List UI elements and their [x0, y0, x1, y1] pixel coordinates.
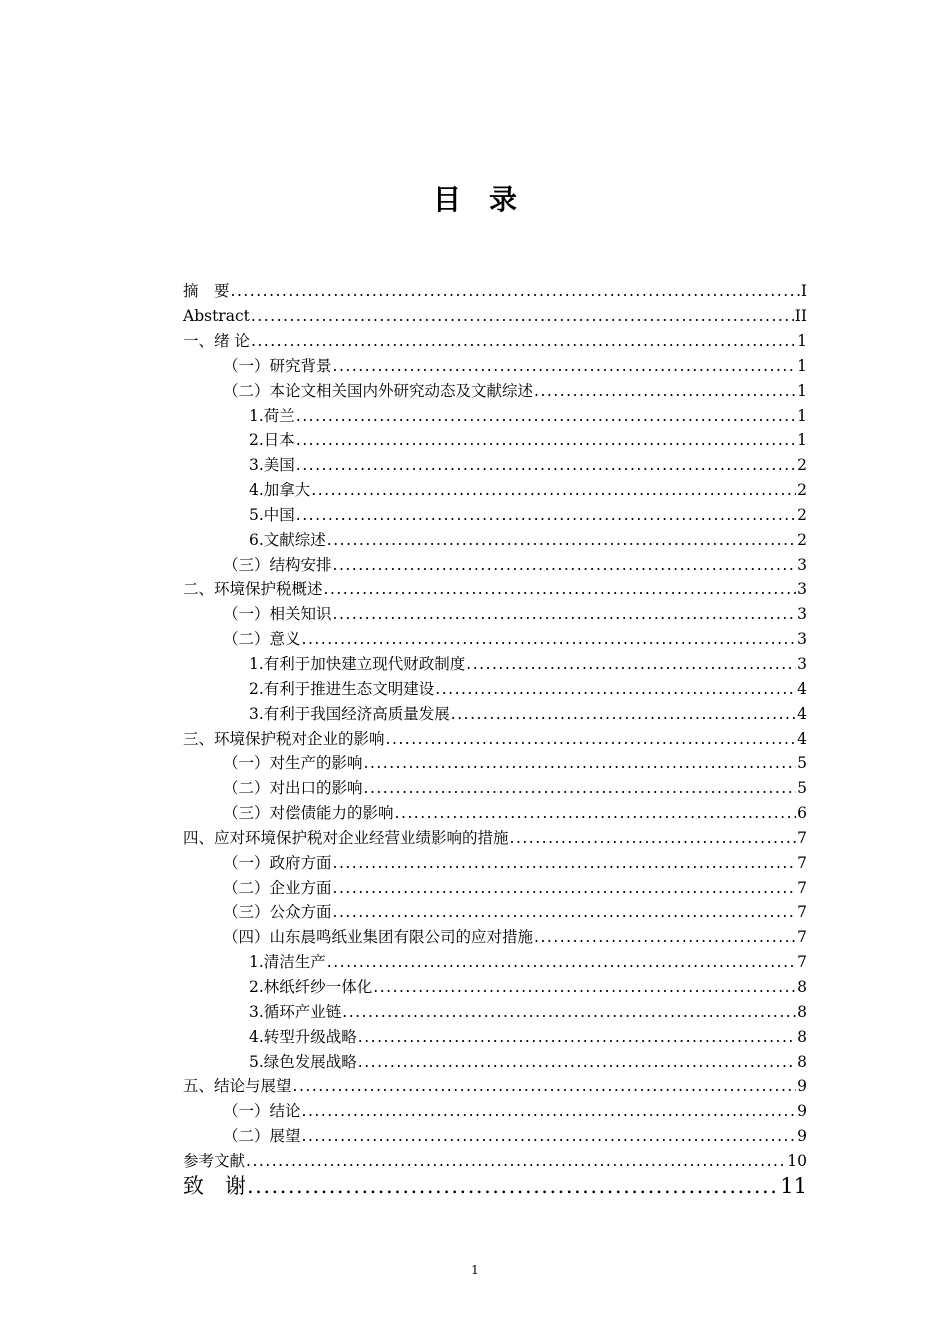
toc-entry-label: 2.日本 — [249, 431, 295, 450]
toc-entry-label: 五、结论与展望 — [183, 1077, 292, 1096]
toc-leader-dots — [296, 409, 796, 425]
toc-entry-label: 四、应对环境保护税对企业经营业绩影响的措施 — [183, 828, 509, 847]
toc-entry[interactable] — [183, 772, 807, 797]
toc-leader-dots — [534, 930, 796, 946]
toc-entry[interactable] — [183, 1095, 807, 1120]
toc-leader-dots — [251, 309, 794, 325]
toc-entry-page: 1 — [797, 431, 807, 450]
toc-entry[interactable] — [183, 598, 807, 623]
toc-entry[interactable] — [183, 300, 807, 325]
toc-leader-dots — [302, 632, 797, 648]
toc-entry[interactable] — [183, 673, 807, 698]
toc-entry[interactable] — [183, 1169, 807, 1197]
toc-leader-dots — [333, 607, 797, 623]
toc-entry-label: 3.循环产业链 — [249, 1002, 342, 1021]
toc-entry-label: （一）相关知识 — [223, 605, 332, 624]
toc-entry-page: 6 — [797, 804, 807, 823]
toc-entry-label: （三）对偿债能力的影响 — [223, 804, 394, 823]
toc-leader-dots — [435, 682, 796, 698]
toc-entry-page: 7 — [797, 953, 807, 972]
toc-entry-label: 1.荷兰 — [249, 406, 295, 425]
toc-entry[interactable] — [183, 946, 807, 971]
toc-entry-label: （三）公众方面 — [223, 903, 332, 922]
toc-entry-label: 6.文献综述 — [249, 530, 326, 549]
toc-entry-page: 2 — [797, 456, 807, 475]
toc-leader-dots — [231, 284, 800, 300]
toc-entry[interactable] — [183, 747, 807, 772]
toc-entry-page: 2 — [797, 481, 807, 500]
toc-entry-page: 1 — [797, 332, 807, 351]
toc-leader-dots — [333, 558, 797, 574]
toc-leader-dots — [451, 707, 796, 723]
toc-entry[interactable] — [183, 921, 807, 946]
toc-entry-label: 2.林纸纤纱一体化 — [249, 977, 373, 996]
toc-entry-page: 4 — [797, 729, 807, 748]
toc-leader-dots — [324, 582, 797, 598]
toc-entry-page: 9 — [797, 1077, 807, 1096]
toc-entry[interactable] — [183, 971, 807, 996]
toc-entry[interactable] — [183, 374, 807, 399]
toc-entry-page: 7 — [797, 828, 807, 847]
toc-entry[interactable] — [183, 275, 807, 300]
toc-leader-dots — [358, 1055, 796, 1071]
toc-leader-dots — [251, 334, 796, 350]
toc-entry[interactable] — [183, 523, 807, 548]
toc-leader-dots — [327, 955, 796, 971]
toc-entry[interactable] — [183, 995, 807, 1020]
toc-entry-page: 8 — [797, 1002, 807, 1021]
toc-leader-dots — [395, 806, 797, 822]
toc-entry[interactable] — [183, 896, 807, 921]
toc-entry[interactable] — [183, 797, 807, 822]
toc-entry-label: （二）对出口的影响 — [223, 779, 363, 798]
toc-entry-label: 3.美国 — [249, 456, 295, 475]
toc-entry[interactable] — [183, 449, 807, 474]
toc-entry-label: （一）结论 — [223, 1102, 301, 1121]
toc-entry[interactable] — [183, 1145, 807, 1170]
toc-entry-page: 2 — [797, 530, 807, 549]
toc-entry-label: 参考文献 — [183, 1151, 246, 1170]
toc-entry-page: 7 — [797, 853, 807, 872]
toc-leader-dots — [373, 980, 796, 996]
toc-entry-label: 三、环境保护税对企业的影响 — [183, 729, 385, 748]
toc-entry-page: 7 — [797, 903, 807, 922]
toc-leader-dots — [358, 1030, 796, 1046]
toc-entry-label: （一）研究背景 — [223, 356, 332, 375]
toc-leader-dots — [333, 359, 797, 375]
toc-leader-dots — [510, 831, 797, 847]
toc-entry-page: 11 — [780, 1174, 807, 1199]
toc-entry-label: 二、环境保护税概述 — [183, 580, 323, 599]
toc-leader-dots — [247, 1176, 779, 1197]
toc-entry[interactable] — [183, 623, 807, 648]
toc-entry-page: 5 — [797, 754, 807, 773]
toc-entry-page: II — [794, 307, 807, 326]
table-of-contents — [183, 275, 807, 1197]
toc-leader-dots — [302, 1104, 797, 1120]
toc-entry-page: 8 — [797, 1027, 807, 1046]
toc-entry-page: 9 — [797, 1127, 807, 1146]
toc-entry-label: （一）对生产的影响 — [223, 754, 363, 773]
toc-entry[interactable] — [183, 1070, 807, 1095]
toc-entry-label: （二）意义 — [223, 630, 301, 649]
toc-entry-page: 3 — [797, 655, 807, 673]
toc-entry-label: （二）本论文相关国内外研究动态及文献综述 — [223, 381, 534, 400]
toc-entry[interactable] — [183, 697, 807, 722]
toc-entry[interactable] — [183, 325, 807, 350]
toc-entry[interactable] — [183, 499, 807, 524]
toc-entry-page: 7 — [797, 928, 807, 947]
toc-entry[interactable] — [183, 1120, 807, 1145]
toc-entry-label: 摘 要 — [183, 282, 230, 301]
toc-leader-dots — [293, 1079, 797, 1095]
toc-entry[interactable] — [183, 399, 807, 424]
toc-entry-page: 1 — [797, 406, 807, 425]
toc-entry-page: 3 — [797, 555, 807, 574]
toc-entry-label: 1.有利于加快建立现代财政制度 — [249, 655, 466, 673]
toc-entry-page: 5 — [797, 779, 807, 798]
toc-entry-label: （二）企业方面 — [223, 878, 332, 897]
toc-entry[interactable] — [183, 424, 807, 449]
toc-entry-page: 8 — [797, 977, 807, 996]
toc-leader-dots — [311, 483, 796, 499]
toc-entry-label: 4.转型升级战略 — [249, 1027, 357, 1046]
toc-entry-label: 2.有利于推进生态文明建设 — [249, 679, 435, 698]
toc-entry-page: 3 — [797, 580, 807, 599]
toc-entry[interactable] — [183, 474, 807, 499]
toc-entry-page: 4 — [797, 704, 807, 723]
toc-leader-dots — [296, 508, 796, 524]
toc-entry-label: Abstract — [183, 307, 250, 326]
toc-entry-page: 4 — [797, 679, 807, 698]
toc-leader-dots — [333, 856, 797, 872]
toc-entry-page: 3 — [797, 630, 807, 649]
toc-leader-dots — [302, 1129, 797, 1145]
page-number: 1 — [471, 1263, 479, 1277]
toc-entry[interactable] — [183, 573, 807, 598]
toc-entry-page: 8 — [797, 1052, 807, 1071]
toc-entry-page: 9 — [797, 1102, 807, 1121]
page-title: 目 录 — [432, 183, 517, 216]
toc-leader-dots — [534, 384, 796, 400]
toc-entry-label: 一、绪 论 — [183, 332, 250, 351]
toc-entry[interactable] — [183, 822, 807, 847]
toc-leader-dots — [364, 756, 797, 772]
toc-entry-page: 3 — [797, 605, 807, 624]
toc-leader-dots — [327, 533, 796, 549]
toc-entry[interactable] — [183, 846, 807, 871]
toc-entry-page: 1 — [797, 356, 807, 375]
toc-entry-label: （三）结构安排 — [223, 555, 332, 574]
toc-entry-page: 7 — [797, 878, 807, 897]
toc-entry[interactable] — [183, 871, 807, 896]
toc-entry-label: 3.有利于我国经济高质量发展 — [249, 704, 450, 723]
toc-entry-label: （四）山东晨鸣纸业集团有限公司的应对措施 — [223, 928, 534, 947]
toc-entry[interactable] — [183, 350, 807, 375]
toc-entry-page: 2 — [797, 505, 807, 524]
toc-entry[interactable] — [183, 1045, 807, 1070]
toc-entry-label: （一）政府方面 — [223, 853, 332, 872]
toc-entry-label: 致 谢 — [183, 1174, 246, 1199]
toc-leader-dots — [246, 1154, 786, 1170]
toc-leader-dots — [342, 1005, 796, 1021]
toc-leader-dots — [386, 732, 797, 748]
toc-entry[interactable] — [183, 1020, 807, 1045]
toc-leader-dots — [333, 905, 797, 921]
toc-entry-page: 1 — [797, 381, 807, 400]
toc-entry-page: 10 — [787, 1151, 807, 1170]
toc-leader-dots — [333, 881, 797, 897]
toc-entry-page: I — [800, 282, 807, 301]
toc-leader-dots — [466, 657, 796, 673]
toc-entry-label: 4.加拿大 — [249, 481, 311, 500]
toc-entry-label: 5.绿色发展战略 — [249, 1052, 357, 1071]
toc-entry[interactable] — [183, 548, 807, 573]
toc-leader-dots — [296, 433, 796, 449]
toc-entry[interactable] — [183, 722, 807, 747]
toc-entry-label: 1.清洁生产 — [249, 953, 326, 972]
toc-leader-dots — [364, 781, 797, 797]
toc-entry-label: （二）展望 — [223, 1127, 301, 1146]
toc-leader-dots — [296, 458, 796, 474]
toc-entry[interactable] — [183, 648, 807, 673]
toc-entry-label: 5.中国 — [249, 505, 295, 524]
